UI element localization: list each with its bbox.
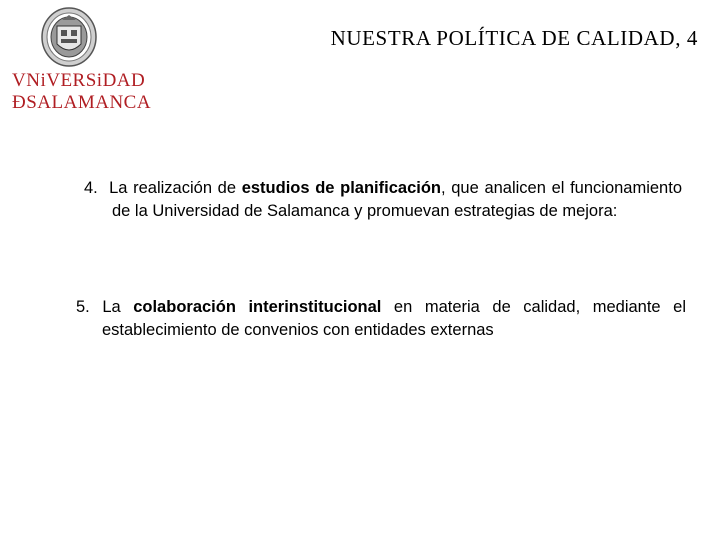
university-wordmark [12,70,152,114]
list-item [76,296,686,342]
item-text-before: La realización de [109,179,237,197]
item-text-after: , que analicen el funcionamiento de la Universidad de Salamanca y promuevan estrategias de mejora: [112,179,682,220]
item-text-after: en materia de calidad, mediante el establecimiento de convenios con entidades externas [102,298,686,339]
page-title: NUESTRA POLÍTICA DE CALIDAD, 4 [330,26,698,50]
item-text-bold: estudios de planificación [241,179,441,197]
item-number: 5. [76,298,90,316]
list-item [84,177,682,223]
list-item-text [84,177,682,223]
item-number: 4. [84,179,98,197]
item-text-before: La [102,298,121,316]
wordmark-line-1: VNiVERSiDAD [12,70,146,91]
item-text-bold: colaboración interinstitucional [133,298,382,316]
wordmark-line-2: ÐSALAMANCA [12,92,152,113]
list-item-text [76,296,686,342]
university-seal-icon [40,6,98,68]
